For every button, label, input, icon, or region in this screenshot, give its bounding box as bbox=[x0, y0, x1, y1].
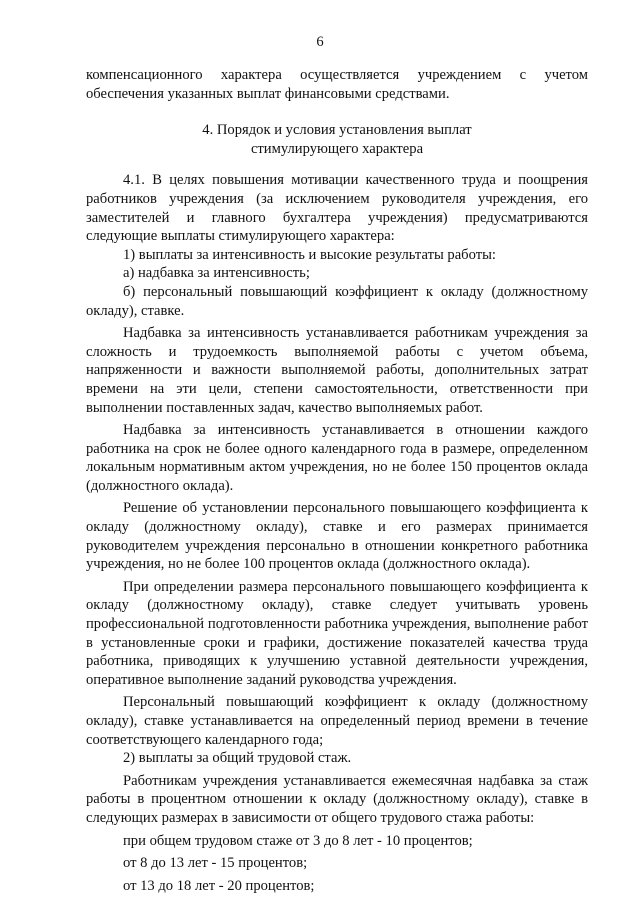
list-item: от 8 до 13 лет - 15 процентов; bbox=[123, 855, 308, 872]
document-body bbox=[86, 66, 588, 895]
section-heading-line-2: стимулирующего характера bbox=[250, 140, 424, 157]
list-item: 1) выплаты за интенсивность и высокие результаты работы: bbox=[123, 246, 496, 263]
list-item: от 13 до 18 лет - 20 процентов; bbox=[123, 877, 315, 894]
paragraph: компенсационного характера осуществляется учреждением с учетом обеспечения указанных выплат финансовыми средствами. bbox=[86, 67, 588, 102]
paragraph: Работникам учреждения устанавливается ежемесячная надбавка за стаж работы в процентном отношении к окладу (должностному окладу), ставке в следующих размерах в зависимости от общего трудового стажа работы: bbox=[86, 772, 588, 826]
list-item: при общем трудовом стаже от 3 до 8 лет - 10 процентов; bbox=[123, 832, 473, 849]
paragraph: Решение об установлении персонального повышающего коэффициента к окладу (должностному окладу), ставке и его размерах принимается руководителем учреждения персонально в отношении конкретного работника учреждения, но не более 100 процентов оклада (должностного оклада). bbox=[86, 500, 588, 573]
paragraph: При определении размера персонального повышающего коэффициента к окладу (должностному окладу), ставке следует учитывать уровень профессиональной подготовленности работника учреждения, выполнение работ в установленные сроки и графики, достижение показателей качества труда работника, приводящих к улучшению уставной деятельности учреждения, оперативное выполнение заданий руководства учреждения. bbox=[86, 578, 588, 688]
list-item: а) надбавка за интенсивность; bbox=[123, 265, 310, 282]
page-number: 6 bbox=[316, 34, 324, 50]
paragraph: Персональный повышающий коэффициент к окладу (должностному окладу), ставке устанавливается на определенный период времени в течение соответствующего календарного года; bbox=[86, 694, 588, 748]
list-item: 2) выплаты за общий трудовой стаж. bbox=[123, 750, 352, 767]
paragraph: Надбавка за интенсивность устанавливается работникам учреждения за сложность и трудоемкость выполняемой работы с учетом объема, напряженности и важности выполняемой работы, дополнительных затрат времени на эти цели, степени самостоятельности, ответственности при выполнении поставленных задач, качество выполняемых работ. bbox=[86, 325, 588, 416]
list-item: б) персональный повышающий коэффициент к окладу (должностному окладу), ставке. bbox=[86, 283, 588, 319]
paragraph: Надбавка за интенсивность устанавливается в отношении каждого работника на срок не более одного календарного года в размере, определенном локальным нормативным актом учреждения, но не более 150 процентов оклада (должностного оклада). bbox=[86, 422, 588, 494]
paragraph: 4.1. В целях повышения мотивации качественного труда и поощрения работников учреждения (за исключением руководителя учреждения, его заместителей и главного бухгалтера учреждения) предусматриваются следующие выплаты стимулирующего характера: bbox=[86, 172, 588, 245]
section-heading-line-1: 4. Порядок и условия установления выплат bbox=[202, 122, 472, 139]
